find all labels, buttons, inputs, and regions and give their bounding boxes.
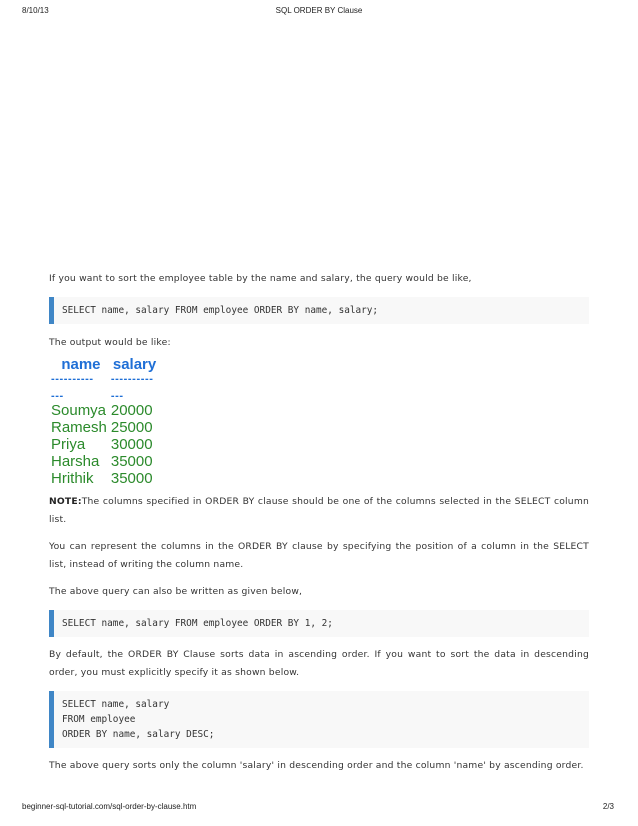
column-header-name: name bbox=[61, 356, 101, 373]
code-line: SELECT name, salary FROM employee ORDER BY name, salary; bbox=[62, 305, 379, 316]
code-line: FROM employee bbox=[62, 714, 136, 725]
print-title: SQL ORDER BY Clause bbox=[275, 6, 363, 15]
code-block-order-by-name-salary bbox=[49, 297, 589, 324]
alternate-query-paragraph: The above query can also be written as given below, bbox=[49, 586, 303, 597]
table-row bbox=[51, 419, 158, 436]
cell-salary: 20000 bbox=[110, 402, 153, 419]
table-row bbox=[51, 436, 158, 453]
intro-paragraph: If you want to sort the employee table by the name and salary, the query would be like, bbox=[49, 273, 472, 284]
code-block-order-by-desc bbox=[49, 691, 589, 748]
note-paragraph bbox=[49, 493, 589, 529]
print-url: beginner-sql-tutorial.com/sql-order-by-clause.htm bbox=[22, 802, 197, 811]
desc-explanation-paragraph: The above query sorts only the column 'salary' in descending order and the column 'name' by ascending order. bbox=[49, 760, 584, 771]
output-intro-paragraph: The output would be like: bbox=[49, 337, 171, 348]
position-paragraph: You can represent the columns in the ORDER BY clause by specifying the position of a column in the SELECT list, instead of writing the column name. bbox=[49, 541, 589, 570]
table-row bbox=[51, 402, 158, 419]
note-label: NOTE: bbox=[49, 496, 82, 507]
code-line: SELECT name, salary bbox=[62, 699, 170, 710]
note-text: The columns specified in ORDER BY clause should be one of the columns selected in the SELECT column list. bbox=[49, 496, 589, 525]
code-block-order-by-position bbox=[49, 610, 589, 637]
code-line: ORDER BY name, salary DESC; bbox=[62, 729, 215, 740]
column-header-salary: salary bbox=[112, 356, 157, 373]
cell-name: Soumya bbox=[51, 402, 107, 419]
cell-name: Priya bbox=[51, 436, 86, 453]
article-content bbox=[49, 270, 589, 775]
separator-cell: ---------- --- bbox=[110, 373, 154, 402]
default-order-paragraph: By default, the ORDER BY Clause sorts data in ascending order. If you want to sort the data in descending order, you must explicitly specify it as shown below. bbox=[49, 649, 589, 678]
table-row bbox=[51, 453, 158, 470]
page-number: 2/3 bbox=[602, 802, 614, 811]
cell-name: Harsha bbox=[51, 453, 100, 470]
table-row bbox=[51, 470, 158, 487]
cell-salary: 35000 bbox=[110, 470, 153, 487]
print-date: 8/10/13 bbox=[22, 6, 49, 15]
cell-salary: 35000 bbox=[110, 453, 153, 470]
cell-name: Ramesh bbox=[51, 419, 107, 436]
cell-salary: 25000 bbox=[110, 419, 153, 436]
code-line: SELECT name, salary FROM employee ORDER BY 1, 2; bbox=[62, 618, 333, 629]
output-table bbox=[51, 356, 589, 487]
cell-name: Hrithik bbox=[51, 470, 94, 487]
separator-cell: ---------- --- bbox=[51, 373, 94, 402]
cell-salary: 30000 bbox=[110, 436, 153, 453]
